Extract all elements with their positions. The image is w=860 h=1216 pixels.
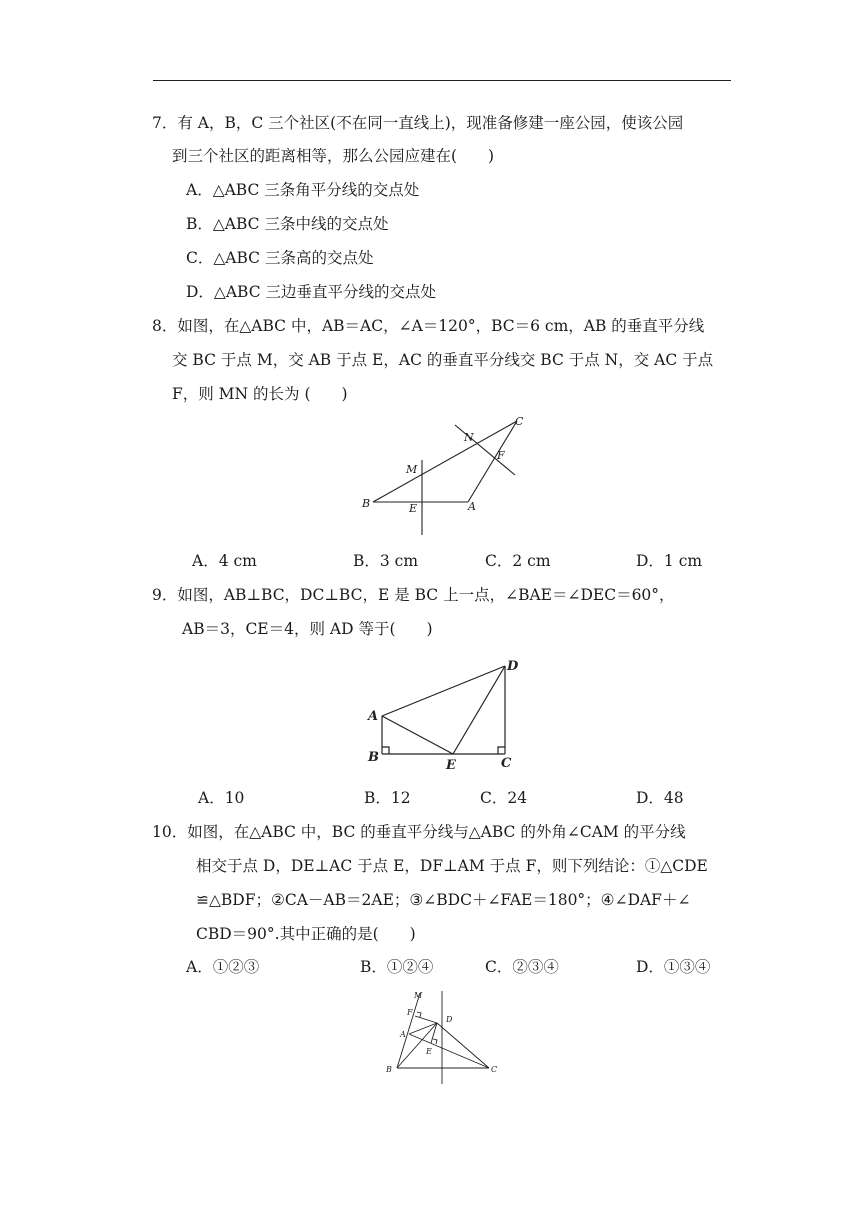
q8-label-c: C [515, 415, 524, 428]
q8-label-f: F [497, 449, 505, 462]
q9-option-b[interactable]: B．12 [364, 789, 411, 807]
q10-label-m: M [414, 991, 423, 1000]
q10-label-d: D [446, 1015, 453, 1024]
q10-stem-line3: ≌△BDF；②CA－AB＝2AE；③∠BDC＋∠FAE＝180°；④∠DAF＋∠ [196, 891, 691, 909]
q9-stem-line2: AB＝3，CE＝4，则 AD 等于( ) [182, 620, 433, 638]
q8-option-c[interactable]: C．2 cm [485, 552, 551, 570]
q10-label-e: E [426, 1047, 432, 1056]
q8-label-m: M [406, 463, 418, 476]
q10-segment-df [415, 1016, 437, 1023]
q9-figure [362, 653, 527, 778]
header-rule [153, 80, 731, 81]
q9-label-b: B [368, 750, 379, 765]
q7-stem-line1: 7．有 A，B，C 三个社区(不在同一直线上)，现准备修建一座公园，使该公园 [152, 114, 684, 132]
q8-label-a: A [468, 500, 476, 513]
q9-right-angle-b [382, 747, 389, 754]
q7-option-d[interactable]: D．△ABC 三边垂直平分线的交点处 [186, 283, 437, 301]
q8-stem-line1: 8．如图，在△ABC 中，AB＝AC，∠A＝120°，BC＝6 cm，AB 的垂直平分线 [152, 317, 705, 335]
q8-stem-line3: F，则 MN 的长为 ( ) [172, 385, 348, 403]
q9-label-e: E [446, 758, 456, 773]
q9-segment-ae [382, 716, 453, 754]
q10-option-d[interactable]: D．①③④ [636, 958, 711, 976]
q9-label-d: D [507, 659, 519, 674]
q10-right-angle-e [433, 1039, 437, 1044]
q10-figure [378, 985, 503, 1090]
q9-option-d[interactable]: D．48 [636, 789, 684, 807]
q9-stem-line1: 9．如图，AB⊥BC，DC⊥BC，E 是 BC 上一点，∠BAE＝∠DEC＝60°， [152, 586, 675, 604]
q9-label-a: A [368, 709, 379, 724]
q9-segment-ad [382, 666, 505, 716]
q9-option-a[interactable]: A．10 [198, 789, 245, 807]
q8-option-d[interactable]: D．1 cm [636, 552, 703, 570]
q10-segment-ad [409, 1023, 437, 1034]
q10-label-a: A [400, 1030, 406, 1039]
q8-label-e: E [409, 502, 418, 515]
q10-option-c[interactable]: C．②③④ [485, 958, 559, 976]
q8-stem-line2: 交 BC 于点 M，交 AB 于点 E，AC 的垂直平分线交 BC 于点 N，交 AC 于点 [172, 351, 714, 369]
q7-option-b[interactable]: B．△ABC 三条中线的交点处 [186, 215, 389, 233]
q7-option-c[interactable]: C．△ABC 三条高的交点处 [186, 249, 374, 267]
q8-segment-ac [468, 421, 517, 502]
q9-label-c: C [501, 756, 512, 771]
q9-segment-ed [453, 666, 505, 754]
q10-segment-ac [409, 1034, 489, 1068]
q8-label-b: B [362, 497, 371, 510]
q10-right-angle-f [417, 1012, 421, 1017]
q10-stem-line1: 10．如图，在△ABC 中，BC 的垂直平分线与△ABC 的外角∠CAM 的平分线 [152, 823, 686, 841]
q9-right-angle-c [498, 747, 505, 754]
q10-option-a[interactable]: A．①②③ [186, 958, 260, 976]
q10-option-b[interactable]: B．①②④ [360, 958, 434, 976]
q8-figure [355, 410, 530, 540]
q7-stem-line2: 到三个社区的距离相等，那么公园应建在( ) [172, 147, 495, 165]
q10-label-f: F [407, 1008, 413, 1017]
q8-option-a[interactable]: A．4 cm [192, 552, 257, 570]
q8-segment-bc [373, 421, 517, 502]
q7-option-a[interactable]: A．△ABC 三条角平分线的交点处 [186, 181, 420, 199]
q10-label-b: B [386, 1065, 392, 1074]
q8-option-b[interactable]: B．3 cm [353, 552, 419, 570]
q10-label-c: C [491, 1065, 498, 1074]
q10-stem-line4: CBD＝90°.其中正确的是( ) [196, 925, 416, 943]
q9-option-c[interactable]: C．24 [480, 789, 528, 807]
q10-segment-cd [437, 1023, 489, 1068]
q10-stem-line2: 相交于点 D，DE⊥AC 于点 E，DF⊥AM 于点 F，则下列结论：①△CDE [196, 857, 708, 875]
q8-label-n: N [464, 431, 474, 444]
